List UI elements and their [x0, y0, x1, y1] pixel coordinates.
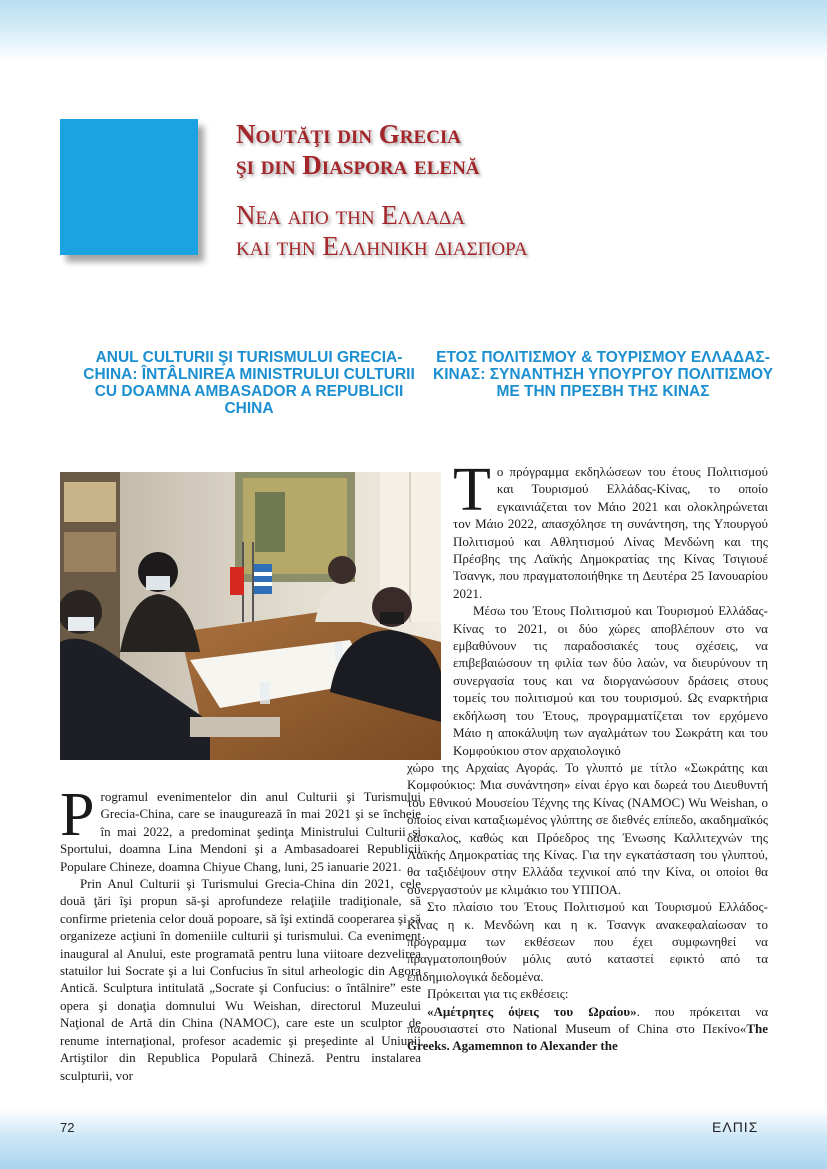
article-body-greek: [407, 456, 769, 1055]
paragraph-gr-2b: χώρο της Αρχαίας Αγοράς. Το γλυπτό με τίτλο «Σωκράτης και Κομφούκιος: Μια συνάντηση» είναι έργο και δωρεά του Διευθυντή του Εθνικού Μουσείου Τέχνης της Κίνας (NAMOC) Wu Weishan, ο οποίος είναι καταξιωμένος γλύπτης σε διεθνές επίπεδο, ακαδημαϊκός δάσκαλος, καθώς και Πρόεδρος της Ένωσης Καλλιτεχνών της Λαϊκής Δημοκρατίας της Κίνας. Για την εγκατάσταση του γλυπτού, θα ταξιδέψουν στην Ελλάδα τεχνικοί από την Κίνα, οι οποίοι θα συνεργαστούν με κλιμάκιο του ΥΠΠΟΑ.: [407, 759, 768, 897]
page-number: 72: [60, 1120, 75, 1135]
paragraph-gr-1: [453, 456, 768, 602]
bottom-gradient-band: [0, 1108, 827, 1169]
paragraph-gr-5-text: . που πρόκειται να παρουσιαστεί στο National Museum of China στο Πεκίνο«: [407, 1003, 769, 1036]
paragraph-gr-2a: Μέσω του Έτους Πολιτισμού και Τουρισμού Ελλάδας-Κίνας το 2021, οι δύο χώρες αποβλέπουν στο να εμβαθύνουν τις παραδοσιακές τους σχέσεις, να επιβεβαιώσουν τη φιλία των δύο λαών, να διευρύνουν τη συνεργασία τους και να διοργανώσουν δράσεις στους τομείς του πολιτισμού και του τουρισμού. Ως εναρκτήρια εκδήλωση του Έτους, προγραμματίζεται τον ερχόμενο Μάιο η αποκάλυψη των αγαλμάτων του Σωκράτη και του Κομφούκιου στον αρχαιολογικό: [453, 603, 768, 758]
title-ro-line2: şi din Diaspora elenă: [236, 150, 480, 180]
title-ro-line1: Noutăţi din Grecia: [236, 119, 462, 149]
paragraph-gr-5: [407, 1003, 768, 1055]
paragraph-ro-1: [60, 781, 421, 875]
paragraph-gr-4: Πρόκειται για τις εκθέσεις:: [427, 986, 569, 1002]
meeting-photo: [60, 472, 441, 760]
section-blue-square: [60, 119, 198, 255]
article-heading-romanian: ANUL CULTURII ŞI TURISMULUI GRECIA-CHINA: ÎNTÂLNIREA MINISTRULUI CULTURII CU DOAMNA AMBASADOR A REPUBLICII CHINA: [83, 349, 415, 417]
paragraph-gr-3: Στο πλαίσιο του Έτους Πολιτισμού και Τουρισμού Ελλάδος-Κίνας η κ. Μενδώνη και η κ. Τσανγκ ανακεφαλαίωσαν το πρόγραμμα των εκθέσεων που έχει συμφωνηθεί να πραγματοποιηθούν μόλις αυτό καταστεί εφικτό από τα επιδημιολογικά δεδομένα.: [407, 899, 768, 984]
exhibition-title-2: The Greeks. Agamemnon to Alexander the: [407, 1021, 768, 1054]
article-body-romanian: [60, 781, 421, 1084]
paragraph-ro-1-text: rogramul evenimentelor din anul Culturii şi Turismului Grecia-China, care se inaugurează în mai 2021 şi se încheie în mai 2022, a predominat şedinţa Ministrului Culturii şi Sportului, doamna Lina Mendoni şi a Ambasadoarei Republicii Populare Chineze, doamna Chiyue Chang, luni, 25 ianuarie 2021.: [60, 789, 421, 874]
article-heading-greek: ΕΤΟΣ ΠΟΛΙΤΙΣΜΟΥ & ΤΟΥΡΙΣΜΟΥ ΕΛΛΑΔΑΣ-ΚΙΝΑΣ: ΣΥΝΑΝΤΗΣΗ ΥΠΟΥΡΓΟΥ ΠΟΛΙΤΙΣΜΟΥ ΜΕ ΤΗΝ ΠΡΕΣΒΗ ΤΗΣ ΚΙΝΑΣ: [433, 349, 773, 400]
paragraph-gr-1-text: ο πρόγραμμα εκδηλώσεων του έτους Πολιτισμού και Τουρισμού Ελλάδας-Κίνας, το οποίο εγκαινιάζεται τον Μάιο 2021 και ολοκληρώνεται τον Μάιο 2022, απασχόλησε τη συνάντηση, της Υπουργού Πολιτισμού και Αθλητισμού Λίνας Μενδώνη και της Πρέσβης της Λαϊκής Δημοκρατίας της Κίνας Τσιγιουέ Τσανγκ, που πραγματοποιήθηκε τη Δευτέρα 25 Ιανουαρίου 2021.: [453, 464, 768, 601]
exhibition-title-1: «Αμέτρητες όψεις του Ωραίου»: [427, 1003, 637, 1019]
section-title-romanian: [236, 119, 796, 181]
top-gradient-band: [0, 0, 827, 60]
title-gr-line2: και την Ελληνικη διασπορα: [236, 231, 528, 261]
dropcap-gr: Τ: [453, 456, 491, 524]
magazine-name: ΕΛΠΙΣ: [712, 1119, 759, 1135]
dropcap-ro: P: [60, 781, 95, 849]
title-gr-line1: Νεα απο την Ελλαδα: [236, 200, 465, 230]
paragraph-ro-2: Prin Anul Culturii şi Turismului Grecia-China din 2021, cele două ţări îşi propun să-şi aprofundeze relaţiile tradiţionale, să confirme prietenia celor două popoare, să îşi extindă cooperarea şi să organizeze acţiuni în domeniile culturii şi turismului. Ca eveniment inaugural al Anului, este programată pentru luna viitoare dezvelirea statuilor lui Socrate şi a lui Confucius în situl arheologic din Agora Antică. Sculptura intitulată „Socrate şi Confucius: o întâlnire” este opera şi donaţia domnului Wu Weishan, directorul Muzeului Naţional de Artă din China (NAMOC), care este un sculptor de renume internaţional, profesor academic şi preşedinte al Uniunii Artiştilor din Republica Populară Chineză. Pentru instalarea sculpturii, vor: [60, 876, 421, 1083]
section-title-greek: [236, 200, 796, 262]
